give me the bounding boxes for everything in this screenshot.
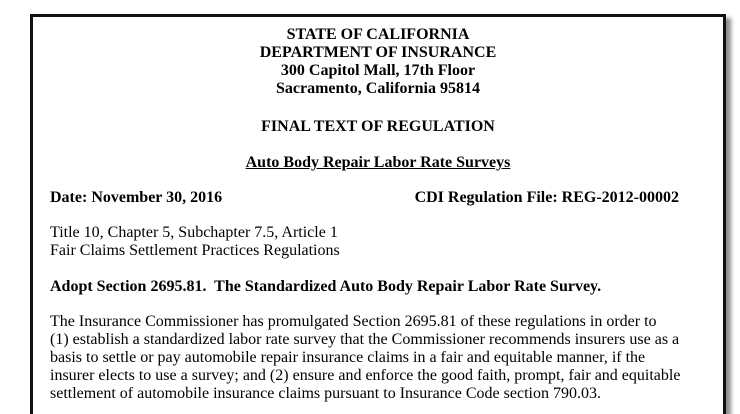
title-citation [50, 224, 340, 260]
paragraph-line: basis to settle or pay automobile repair insurance claims in a fair and equitable manner, if the [50, 349, 646, 366]
document-date: Date: November 30, 2016 [50, 189, 223, 206]
document-subject [33, 154, 723, 172]
title-citation-line: Title 10, Chapter 5, Subchapter 7.5, Article 1 [50, 224, 338, 241]
paragraph-line: (1) establish a standardized labor rate survey that the Commissioner recommends insurers use as a [50, 331, 680, 348]
paragraph-line: The Insurance Commissioner has promulgated Section 2695.81 of these regulations in order to [50, 313, 657, 330]
letterhead [33, 26, 723, 98]
body-paragraph [50, 313, 680, 403]
regulation-file-number: CDI Regulation File: REG-2012-00002 [414, 189, 679, 206]
document-title: FINAL TEXT OF REGULATION [261, 118, 495, 135]
header-department: DEPARTMENT OF INSURANCE [259, 44, 497, 61]
subject-text: Auto Body Repair Labor Rate Surveys [245, 154, 511, 171]
title-citation-line: Fair Claims Settlement Practices Regulations [50, 242, 340, 259]
paragraph-line: insurer elects to use a survey; and (2) ensure and enforce the good faith, prompt, fair and equitable [50, 367, 681, 384]
header-state: STATE OF CALIFORNIA [286, 26, 470, 43]
header-city-address: Sacramento, California 95814 [276, 80, 480, 97]
paragraph-line: settlement of automobile insurance claims pursuant to Insurance Code section 790.03. [50, 385, 601, 402]
date-file-row [50, 189, 679, 207]
adopt-section-heading: Adopt Section 2695.81. The Standardized Auto Body Repair Labor Rate Survey. [50, 278, 602, 295]
document-page [30, 14, 726, 414]
header-street-address: 300 Capitol Mall, 17th Floor [280, 62, 476, 79]
